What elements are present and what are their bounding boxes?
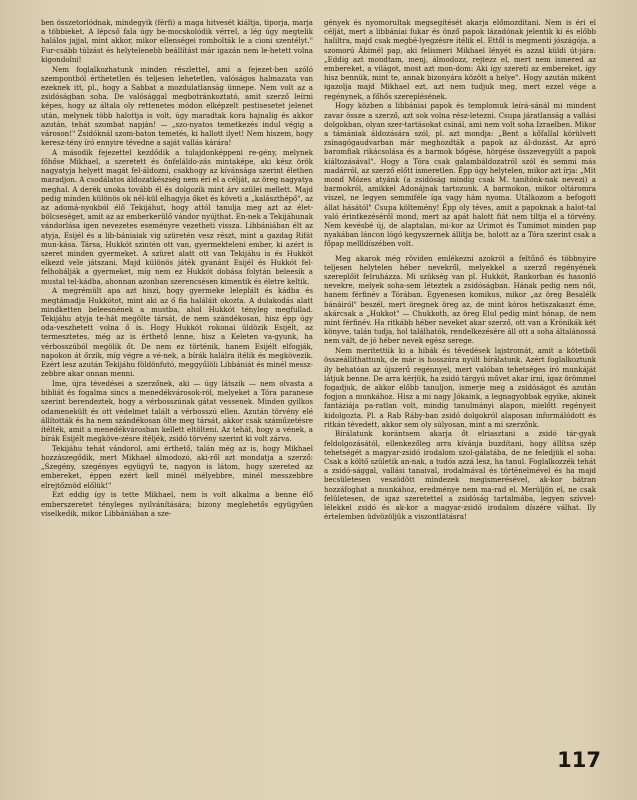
paragraph: Tekijáhu tehát vándorol, ami érthető, talán még az is, hogy Mikhael hozzászegődik, mert Mikhael álmodozó, aki-ről azt mondatja a szerző: „Szegény, szegényes együgyű te, nagyon is látom, hogy szereted az embereket, éppen ezért kell minél mélyebbre, minél messzebbre elrejtőznöd előlük!": [41, 443, 313, 490]
paragraph: Bírálatunk korántsem akarja őt elriasztani a zsidó tár-gyak feldolgozásától, ellenkezőleg arra kívánja buzdítani, hogy állítsa szép tehetségét a magyar-zsidó irodalom szol-gálatába, de ne feledjük el soha: Csak a költő születik an-nak, a tudós azzá lesz, ha tanul. Foglalkozzék tehát a zsidó-sággal, vallási tanaival, irodalmával és történelmével és ha majd becsületesen veszödött mindezek megismerésével, ak-kor bátran hozzáfoghat a munkához, eredménye nem ma-rad el. Merüljön el, ne csak felületesen, de igaz szeretettel a zsidóság tartalmába, legyen szívvel-lélekkel zsidó és ak-kor a magyar-zsidó irodalom díszére válhat. Ily értelemben üdvözöljük a viszontlátásra!: [324, 429, 596, 522]
paragraph: A megrémült apa azt hiszi, hogy gyermeke leleplált és kádba és megtámadja Hukkótot, mint aki az ő fia haláláit okozta. A dulakodás alatt mindketten beleesnének a mustba, ahol Hukkót tényleg megfullad. Tekijáhu atyja te-hát megölte társát, de nem szándékosan, hisz épp úgy oda-veszhetett volna ő is. Hogy Hukkót rokonai üldözik Esijélt, az termesztetes, még az is érthető lenne, hisz a Keleten va-gyunk, ha vérbosszúból megölik őt. De nem ez történik, hanem Esijélt elfogják, napokon át őrzik, míg végre a vé-nek, a bírák halálra ítélik és megkövezik. Ezért lesz azután Tekijáhu földönfutó, meggyűlöli Libbániát és minél messz-zebbre akar onnan menni.: [41, 286, 313, 379]
paragraph: ben összetorlódnak, mindegyik (férfi) a maga hitvesét kiáltja, tiporja, marja a többieket. A lépcső fala úgy be-mocskolódik vérrel, a lég úgy megtelik halálos jajjal, mint akkor, mikor ellenségei rombolták le a cioni szentélyt." Fur-csább túlzást és helytelenebb beállítást már igazán nem le-hetett volna kigondolni!: [41, 18, 313, 64]
paragraph: A második fejezettel kezdődik a tulajdonképpeni re-gény, melynek főhőse Mikhael, a szeretett és önfeláldo-zás mintaképe, aki kész örök nagyatyja helyett magát fel-áldozni, csakhogy az kívánsága szerint élethen maradjon. A csodálatos áldozatkészség nem éri el a célját, az öreg nagyatya meghal. A derék unoka tovább él és dolgozik mint árv szülei mellett. Majd pedig minden különös ok nél-kül elhagyja őket és követi a „kalászthépő", az az adomá-nyokból élő Tekijáhut, hogy attól tanulja meg azt az élet-bölcseséget, amit az az emberkerülő vándor nyújthat. En-nek a Tekijáhunak vándorlása igen nevezetes eseményre vezetheti vissza. Libbániában élt az atyja, Esijél és a lib-bániaiak vig szüretén vesz részt, mint a gazdag Rifát mun-kása. Társa, Hukkót szintén ott van, gyermekteleni ember, ki azért is szeret minden gyermeket. A szüret alatt ott van Tekijáhu is és Hukkót elkezd vele játszani. Majd különös játék gyanánt Esijél és Hukkót fel-felhobálják a gyermeket, míg nem ez Hukkót dobása folytán beleesik a mustal tel-kádba, ahonnan azonban szerencsésen kimentik és életre keltik.: [41, 147, 313, 286]
right-text-column: [324, 18, 596, 521]
left-text-column: [41, 18, 313, 518]
paragraph: Meg akarok még röviden emlékezni azokról a feltűnő és többnyire teljesen helytelen héber nevekről, melyekkel a szerző regényének szereplőit felruházza. Mi szükség van pl. Hukkót, Rankorban és hasonló nevekre, melyek soha-sem léteztek a zsidóságban. Hának pedig nem női, hanem férfinév a Tórában. Egyenesen komikus, mikor „az öreg Besalélk bánáiról" beszél, mert öregnek öreg az, de mint kóros hetiszakaszt éme, akárcsak a „Hukkot" — Chukkoth, az öreg Elul pedig mint hónap, de nem mint férfinév. Ha ritkább héber neveket akar szerző, ott van a Krónikák két könyve, talán tudja, hol találhatók, rendelkezésére áll ott a soha általánossá nem vált, de jó héber nevek egész serege.: [324, 253, 596, 346]
page-number: 117: [557, 748, 601, 772]
paragraph: Ime, újra tévedései a szerzőnek, aki — úgy látszik — nem olvasta a bibliát és fogalma sincs a menedékvárosok-ról, melyeket a Tóra paranese szerint berendeztek, hogy a vérbosszúnak gátat vessenek. Minden gyilkos odamenekült és ott védelmet talált a vérbosszú ellen. Azután törvény elé állították és ha nem szándékosan ölte meg társát, akkor csak száműzetésre ítélték, amit a menedékvárosban kellett eltölteni. Az tehát, hogy a vének, a bírák Esijélt megköve-zésre ítéljék, zsidó törvény szerint ki volt zárva.: [41, 378, 313, 444]
paragraph: Ezt eddig így is tette Mikhael, nem is volt alkalma a benne élő emberszeretet tényleges nyilvánítására; bizony meglehetős együgyűen viselkedik, mikor Libbániában a sze-: [41, 490, 313, 518]
paragraph: Hogy közben a libbániai papok és templomuk leírá-sánál mi mindent zavar össze a szerző, azt sok volna rész-letezni. Csupa járatlanság a vallási dolgokban, olyan szer-tartásokat csinál, ami nem volt soha Izraelben. Mikor a támániak áldozására szól, pl. azt mondja: „Bent a kőfallal körülvett zsinagógaudvarban már meghozdták a papok az ál-dozást. Az apró baromfiak rikácsolása és a barmok bőgése, hörgése összevegyült a papok kiáltozásával". Hogy a Tóra csak galambáldozatról szól és semmi más madárról, az szerző előtt ismeretlen. Épp úgy helytelen, mikor azt írja: „Mit mond Mózes atyánk (a zsidóság mindig csak M. tanítónk-nak nevezi) a barmokról, amikkel Adonájnak tartozunk. A barmokon, mikor oltáromra viszel, ne legyen semmiféle íga vagy hám nyoma. Utálkozom a befogott állat hásától" Csupa költemény! Épp oly téves, amit a papoknak a halot-tal való érintkezéséről mond, mert az apát halott fiát nem tiltja el a törvény. Nem kevésbé új, de alaptalan, mi-kor az Urimot és Tumimot minden pap nyakában láncon lógó kegyszernek állítja be, holott az a Tóra szerint csak a főpap mellldíszében volt.: [324, 101, 596, 249]
paragraph: Nem merítettük ki a hibák és tévedések lajstromát, amit a kötetből összeállíthattunk, de már is hosszúra nyúlt bírálatunk. Azért foglalkoztunk ily behatóan az újszerű regénnyel, mert valóban tehetséges író munkáját látjuk benne. De arra kérjük, ha zsidó tárgyú művet akar írni, igaz örömmel fogadjuk, de akkor előbb tanuljon, ismerje meg a zsidóságot és azután fogjon a munkához. Hisz a mi nagy Jókaink, a legnagyobbak egyike, akinek fantáziája pa-ratlan volt, mindig tanulmányi alapon, mielőtt regényeit kidolgozta. Pl. a Rab Ráby-ban zsidó dolgokról alaposan informálódott és ritkán tévedett, akkor sem oly súlyosan, mint a mi szerzőnk.: [324, 346, 596, 429]
paragraph: Nem foglalkozhatunk minden részlettel, ami a fejezet-ben szóló szempontból érthetetlen és teljesen lehetetlen, valóságos halmazata van ezeknek itt, pl., hogy a Sabbat a mozdulatlanság ünnepe. Nem volt az a zsidóságban soha. De valósággal megbotránkoztató, amit szerző leírni képes, hogy az általa oly rettenetes módon elképzelt pestisesetet jelenet után, melynek több halottja is volt, úgy maradtak kora hajnalig és akkor azután, tehát szombat napján! — „szo-nyatos temetkezés indul végig a városon!" Zsidóknál szom-baton temetés, ki hallott ilyet! Nem hiszem, hogy keresz-tény író ennyire tévedne a saját vallás kárára!: [41, 64, 313, 148]
paragraph: gények és nyomorultak megsegítését akarja előmozdítani. Nem is éri el célját, mert a libbániai fukar és önző papok lázadónak jelentik ki és előbb haliltra, majd csak megbé-lyegzésre ítélik el. Ettől is megmenti jószágója, a szomorú Ábimél pap, aki felismeri Mikhael lényét és azzal küldi út-jára: „Eddig azt mondtam, menj, álmodozz, rejtezz el, mert nem ismered az embereket, a világot, most azt mon-dom: Aki így szereti az embereket, így hisz bennük, mint te, annak bizonyára között a helye". Hogy azután miként igazolja majd Mikhael ezt, azt nem tudjuk meg, mert ezzel vége a regénynek, a főhős szereplésének.: [324, 18, 596, 101]
